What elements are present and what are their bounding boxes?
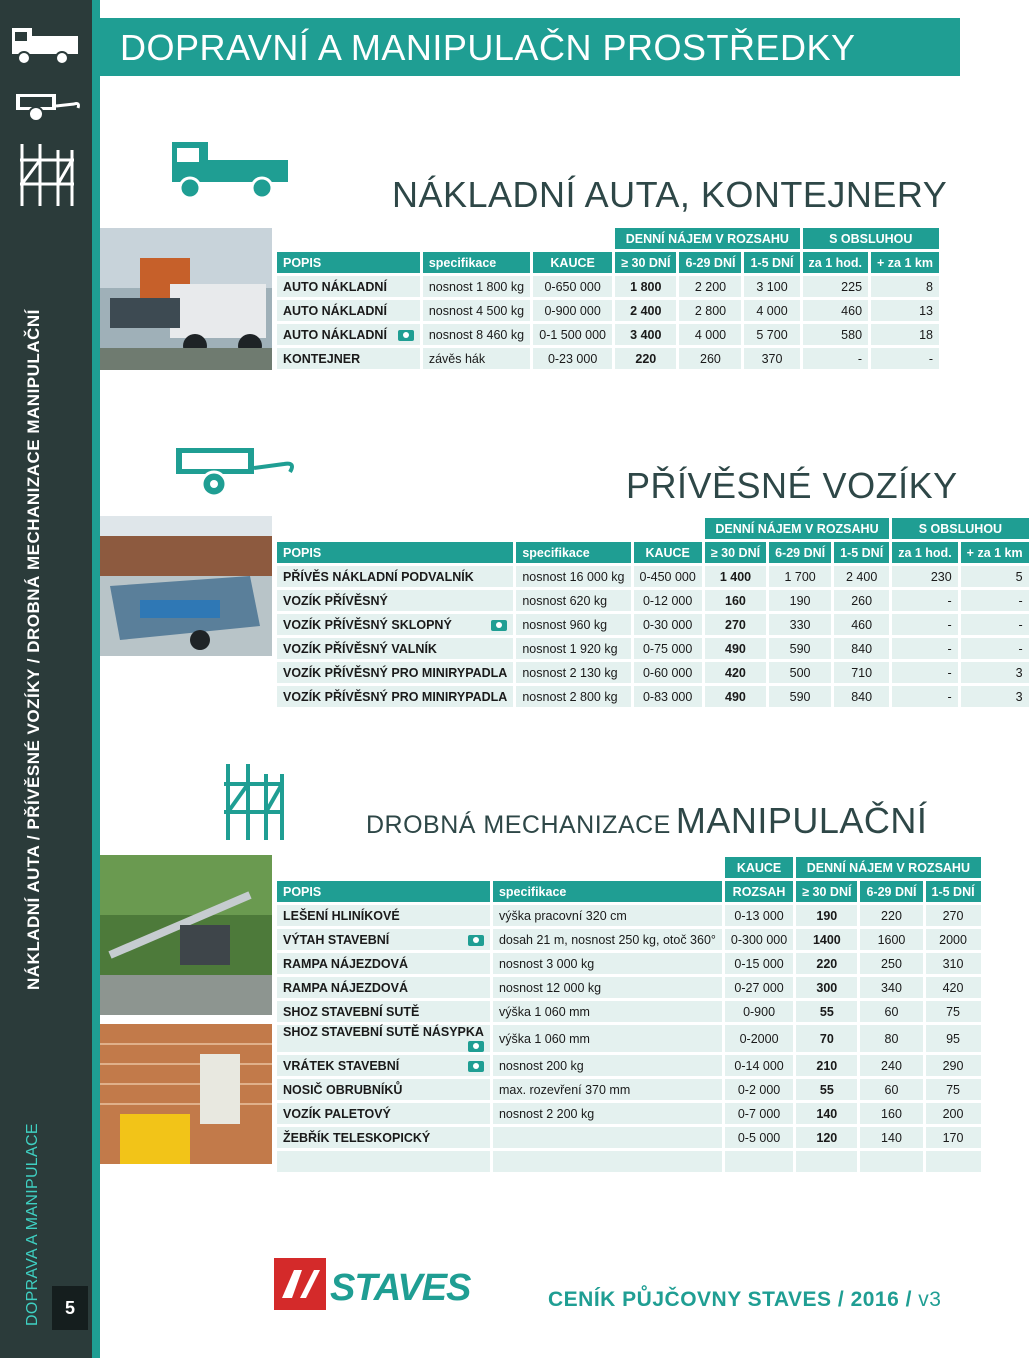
price-30-days: 190 [796,905,857,926]
item-spec: nosnost 16 000 kg [516,566,630,587]
price-1-5-days: 290 [926,1055,981,1076]
price-30-days: 1 400 [705,566,766,587]
col-header: 6-29 DNÍ [679,252,741,273]
table-row [277,638,1029,659]
trucks-table [274,225,942,372]
item-spec: nosnost 2 800 kg [516,686,630,707]
section-title-trailers: PŘÍVĚSNÉ VOZÍKY [626,465,958,506]
staves-logo-mark [274,1258,471,1310]
trailers-table [274,515,1032,710]
table-row [277,566,1029,587]
price-30-days: 2 400 [615,300,676,321]
price-1-5-days: 3 100 [744,276,799,297]
price-6-29-days: 190 [769,590,831,611]
item-name-cell [277,614,513,635]
trailer-icon [172,440,298,502]
price-30-days: 270 [705,614,766,635]
item-name: LEŠENÍ HLINÍKOVÉ [283,908,400,923]
page-title: DOPRAVNÍ A MANIPULAČN PROSTŘEDKY [120,27,856,68]
price-per-hour: - [892,638,957,659]
item-name: KONTEJNER [283,351,361,366]
item-deposit: 0-450 000 [634,566,702,587]
item-name-cell [277,662,513,683]
footer-version: v3 [911,1288,942,1311]
price-1-5-days: 200 [926,1103,981,1124]
price-1-5-days: 75 [926,1001,981,1022]
price-per-km: 3 [961,686,1029,707]
col-header: KAUCE [634,542,702,563]
item-name: VRÁTEK STAVEBNÍ [283,1058,400,1073]
item-name-cell [277,977,490,998]
item-deposit: 0-75 000 [634,638,702,659]
item-name: VOZÍK PŘÍVĚSNÝ SKLOPNÝ [283,617,452,632]
footer-caption-main: CENÍK PŮJČOVNY STAVES / 2016 / [548,1288,912,1311]
item-name: SHOZ STAVEBNÍ SUTĚ [283,1004,420,1019]
price-30-days: 120 [796,1127,857,1148]
price-30-days: 420 [705,662,766,683]
price-per-km: 18 [871,324,939,345]
col-header: specifikace [493,881,722,902]
item-spec: výška 1 060 mm [493,1025,722,1052]
price-1-5-days: 260 [834,590,889,611]
price-6-29-days: 60 [860,1079,922,1100]
section-title-mech-small: DROBNÁ MECHANIZACE [366,811,671,839]
price-6-29-days: 220 [860,905,922,926]
price-per-km: - [961,638,1029,659]
price-6-29-days: 330 [769,614,831,635]
table-row [277,1025,981,1052]
group-header-rent: DENNÍ NÁJEM V ROZSAHU [705,518,889,539]
table-row [277,614,1029,635]
price-per-km: 5 [961,566,1029,587]
item-spec: nosnost 12 000 kg [493,977,722,998]
item-deposit: 0-900 000 [533,300,612,321]
item-name-cell [277,638,513,659]
price-6-29-days: 500 [769,662,831,683]
price-6-29-days: 260 [679,348,741,369]
price-1-5-days: 310 [926,953,981,974]
table-row [277,348,939,369]
item-spec: výška 1 060 mm [493,1001,722,1022]
item-spec: nosnost 200 kg [493,1055,722,1076]
scaffold-icon [218,760,288,844]
item-name: AUTO NÁKLADNÍ [283,327,387,342]
item-name-cell [277,566,513,587]
price-6-29-days: 160 [860,1103,922,1124]
item-spec: nosnost 3 000 kg [493,953,722,974]
table-row [277,977,981,998]
group-header-service: S OBSLUHOU [892,518,1028,539]
item-spec: max. rozevření 370 mm [493,1079,722,1100]
table-row [277,953,981,974]
item-name-cell [277,1103,490,1124]
price-per-hour: - [892,590,957,611]
price-per-km: - [961,590,1029,611]
col-header: POPIS [277,881,490,902]
photo-lift [100,855,272,1015]
section-title-mech-big: MANIPULAČNÍ [675,800,928,841]
price-30-days: 1 800 [615,276,676,297]
item-spec: nosnost 1 800 kg [423,276,530,297]
price-30-days: 55 [796,1079,857,1100]
price-30-days: 490 [705,686,766,707]
page-number: 5 [52,1286,88,1330]
table-row [277,1103,981,1124]
item-name-cell [277,1055,490,1076]
item-deposit: 0-13 000 [725,905,793,926]
table-row [277,276,939,297]
price-6-29-days: 4 000 [679,324,741,345]
table-row [277,662,1029,683]
camera-icon[interactable] [468,935,484,946]
camera-icon[interactable] [491,620,507,631]
item-name-cell [277,905,490,926]
col-header: specifikace [423,252,530,273]
item-name-cell [277,590,513,611]
camera-icon[interactable] [468,1041,484,1052]
col-header: ≥ 30 DNÍ [705,542,766,563]
trailer-icon [10,88,82,124]
item-name-cell [277,1127,490,1148]
mech-rows [277,905,981,1148]
sidebar-vertical-title: NÁKLADNÍ AUTA / PŘÍVĚSNÉ VOZÍKY / DROBNÁ MECHANIZACE MANIPULAČNÍ [24,309,43,990]
price-30-days: 210 [796,1055,857,1076]
table-row [277,300,939,321]
item-deposit: 0-5 000 [725,1127,793,1148]
col-header: 6-29 DNÍ [860,881,922,902]
item-name-cell [277,686,513,707]
col-header: POPIS [277,542,513,563]
table-row [277,590,1029,611]
price-1-5-days: 460 [834,614,889,635]
item-name-cell [277,953,490,974]
item-spec: závěs hák [423,348,530,369]
group-header-rent: DENNÍ NÁJEM V ROZSAHU [796,857,980,878]
item-deposit: 0-30 000 [634,614,702,635]
price-1-5-days: 420 [926,977,981,998]
item-name: AUTO NÁKLADNÍ [283,303,387,318]
item-spec: výška pracovní 320 cm [493,905,722,926]
item-name: RAMPA NÁJEZDOVÁ [283,956,409,971]
item-name: PŘÍVĚS NÁKLADNÍ PODVALNÍK [283,569,474,584]
truck-icon [10,22,82,66]
col-header: ROZSAH [725,881,793,902]
col-header: za 1 hod. [892,542,957,563]
trucks-rows [277,276,939,369]
item-deposit: 0-14 000 [725,1055,793,1076]
price-1-5-days: 2000 [926,929,981,950]
col-header: KAUCE [533,252,612,273]
price-30-days: 300 [796,977,857,998]
price-1-5-days: 4 000 [744,300,799,321]
price-per-hour: 460 [803,300,868,321]
item-deposit: 0-2 000 [725,1079,793,1100]
price-per-hour: 230 [892,566,957,587]
item-deposit: 0-27 000 [725,977,793,998]
price-6-29-days: 250 [860,953,922,974]
price-1-5-days: 270 [926,905,981,926]
section-title-trucks: NÁKLADNÍ AUTA, KONTEJNERY [392,174,948,215]
price-30-days: 220 [615,348,676,369]
price-30-days: 140 [796,1103,857,1124]
scaffold-icon [10,140,82,210]
price-per-hour: - [803,348,868,369]
price-per-hour: 225 [803,276,868,297]
item-name: SHOZ STAVEBNÍ SUTĚ NÁSYPKA [283,1025,484,1039]
mech-table [274,854,984,1175]
col-header: 6-29 DNÍ [769,542,831,563]
item-name: VOZÍK PŘÍVĚSNÝ [283,593,388,608]
trailers-rows [277,566,1029,707]
price-1-5-days: 710 [834,662,889,683]
item-name-cell [277,1025,490,1052]
col-header: ≥ 30 DNÍ [796,881,857,902]
table-row [277,905,981,926]
price-6-29-days: 2 800 [679,300,741,321]
item-name: VÝTAH STAVEBNÍ [283,932,390,947]
price-6-29-days: 2 200 [679,276,741,297]
price-6-29-days: 590 [769,686,831,707]
price-per-hour: - [892,662,957,683]
col-header: specifikace [516,542,630,563]
camera-icon[interactable] [398,330,414,341]
price-6-29-days: 340 [860,977,922,998]
item-spec: nosnost 2 130 kg [516,662,630,683]
sidebar-accent-stripe [92,0,100,1358]
item-deposit: 0-23 000 [533,348,612,369]
item-name: VOZÍK PŘÍVĚSNÝ PRO MINIRYPADLA [283,665,508,680]
price-30-days: 490 [705,638,766,659]
col-header: ≥ 30 DNÍ [615,252,676,273]
price-1-5-days: 95 [926,1025,981,1052]
item-name: AUTO NÁKLADNÍ [283,279,387,294]
price-1-5-days: 170 [926,1127,981,1148]
item-deposit: 0-60 000 [634,662,702,683]
group-header-rent: DENNÍ NÁJEM V ROZSAHU [615,228,799,249]
item-name-cell [277,324,420,345]
item-name: ŽEBŘÍK TELESKOPICKÝ [283,1130,431,1145]
price-per-hour: 580 [803,324,868,345]
col-header: + za 1 km [871,252,939,273]
section-title-mech [366,800,927,842]
table-row [277,929,981,950]
svg-text:STAVES: STAVES [330,1267,471,1309]
staves-logo [274,1258,471,1310]
item-name-cell [277,348,420,369]
price-per-hour: - [892,686,957,707]
price-6-29-days: 590 [769,638,831,659]
price-6-29-days: 60 [860,1001,922,1022]
item-spec: nosnost 1 920 kg [516,638,630,659]
camera-icon[interactable] [468,1061,484,1072]
item-deposit: 0-900 [725,1001,793,1022]
photo-winch [100,1024,272,1164]
item-deposit: 0-15 000 [725,953,793,974]
price-30-days: 1400 [796,929,857,950]
table-row [277,1001,981,1022]
price-6-29-days: 1 700 [769,566,831,587]
item-deposit: 0-83 000 [634,686,702,707]
item-spec: nosnost 4 500 kg [423,300,530,321]
price-1-5-days: 840 [834,638,889,659]
price-per-km: - [871,348,939,369]
item-name-cell [277,300,420,321]
price-1-5-days: 5 700 [744,324,799,345]
price-1-5-days: 840 [834,686,889,707]
table-row [277,324,939,345]
col-header: POPIS [277,252,420,273]
item-deposit: 0-650 000 [533,276,612,297]
item-deposit: 0-300 000 [725,929,793,950]
price-6-29-days: 240 [860,1055,922,1076]
item-name: VOZÍK PALETOVÝ [283,1106,391,1121]
item-spec: nosnost 8 460 kg [423,324,530,345]
item-name-cell [277,1079,490,1100]
table-row [277,1127,981,1148]
col-header: + za 1 km [961,542,1029,563]
table-row [277,1079,981,1100]
price-per-km: 8 [871,276,939,297]
price-6-29-days: 80 [860,1025,922,1052]
item-name: RAMPA NÁJEZDOVÁ [283,980,409,995]
col-header: 1-5 DNÍ [834,542,889,563]
price-30-days: 70 [796,1025,857,1052]
item-deposit: 0-2000 [725,1025,793,1052]
table-row [277,1055,981,1076]
item-name: NOSIČ OBRUBNÍKŮ [283,1082,403,1097]
photo-truck [100,228,272,370]
item-name-cell [277,276,420,297]
item-deposit: 0-7 000 [725,1103,793,1124]
table-row [277,686,1029,707]
col-header: 1-5 DNÍ [744,252,799,273]
item-spec: nosnost 2 200 kg [493,1103,722,1124]
item-spec: nosnost 960 kg [516,614,630,635]
item-name-cell [277,1001,490,1022]
price-30-days: 160 [705,590,766,611]
item-spec: dosah 21 m, nosnost 250 kg, otoč 360° [493,929,722,950]
col-header: za 1 hod. [803,252,868,273]
item-spec: nosnost 620 kg [516,590,630,611]
sidebar-vertical-subtitle: DOPRAVA A MANIPULACE [24,1123,41,1326]
item-spec [493,1127,722,1148]
price-1-5-days: 370 [744,348,799,369]
price-per-km: 3 [961,662,1029,683]
price-30-days: 3 400 [615,324,676,345]
footer-caption [548,1288,941,1312]
left-sidebar [0,0,92,1358]
price-30-days: 220 [796,953,857,974]
item-deposit: 0-1 500 000 [533,324,612,345]
group-header-service: S OBSLUHOU [803,228,939,249]
item-deposit: 0-12 000 [634,590,702,611]
truck-icon [168,134,292,204]
group-header-kauce: KAUCE [725,857,793,878]
col-header: 1-5 DNÍ [926,881,981,902]
price-6-29-days: 1600 [860,929,922,950]
price-6-29-days: 140 [860,1127,922,1148]
item-name-cell [277,929,490,950]
price-per-km: 13 [871,300,939,321]
item-name: VOZÍK PŘÍVĚSNÝ PRO MINIRYPADLA [283,689,508,704]
price-30-days: 55 [796,1001,857,1022]
price-1-5-days: 75 [926,1079,981,1100]
item-name: VOZÍK PŘÍVĚSNÝ VALNÍK [283,641,437,656]
photo-trailer [100,516,272,656]
price-1-5-days: 2 400 [834,566,889,587]
price-per-hour: - [892,614,957,635]
price-per-km: - [961,614,1029,635]
